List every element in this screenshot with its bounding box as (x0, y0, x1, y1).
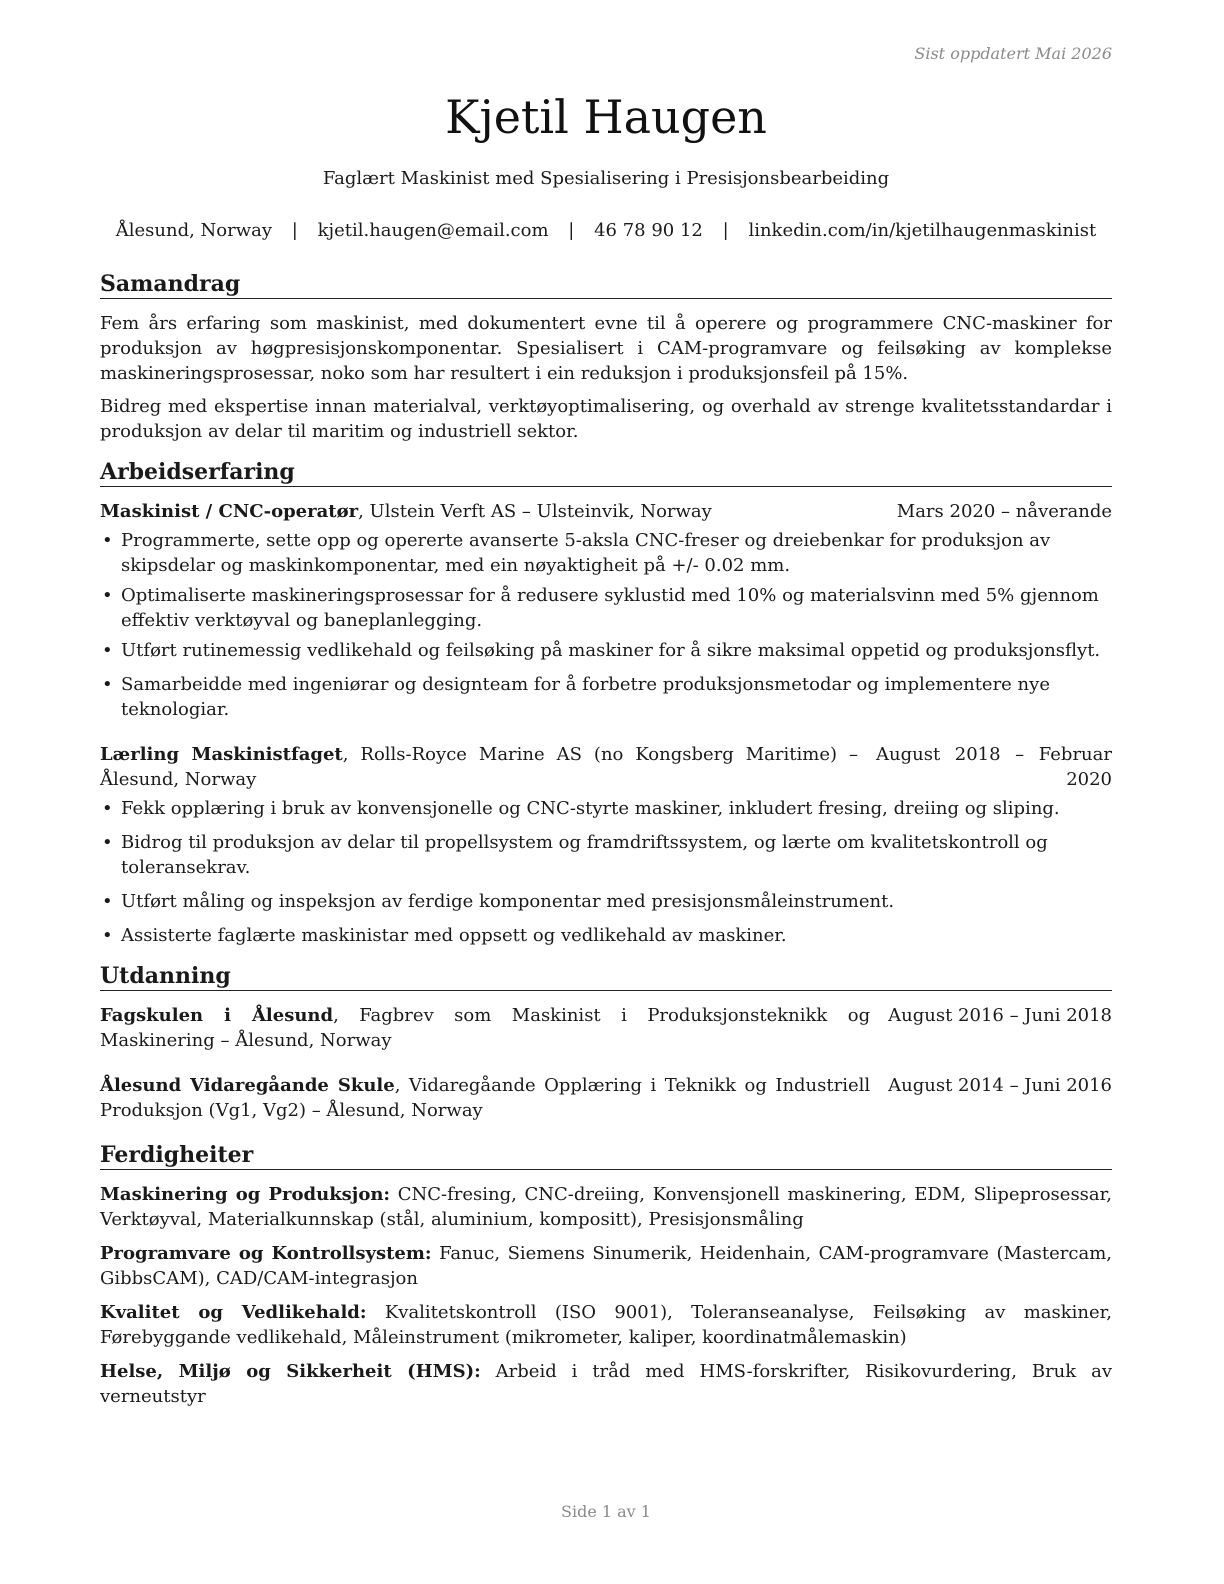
section-title-summary: Samandrag (100, 270, 1112, 299)
candidate-name: Kjetil Haugen (445, 90, 767, 144)
education-line (100, 1073, 888, 1123)
skill-line (100, 1182, 1112, 1232)
list-item: • Utført rutinemessig vedlikehald og feilsøking på maskiner for å sikre maksimal oppetid og produksjonsflyt. (100, 638, 1112, 663)
skill-label: Helse, Miljø og Sikkerheit (HMS): (100, 1361, 481, 1382)
job-bullets (100, 528, 1112, 722)
education-dates: August 2014 – Juni 2016 (888, 1075, 1112, 1096)
school-name: Ålesund Vidaregåande Skule (100, 1075, 395, 1096)
resume-page (100, 0, 1112, 1584)
contact-location: Ålesund, Norway (115, 220, 273, 241)
list-item: • Utført måling og inspeksjon av ferdige komponentar med presisjonsmåleinstrument. (100, 889, 1112, 914)
section-title-education: Utdanning (100, 962, 1112, 991)
candidate-headline: Faglært Maskinist med Spesialisering i Presisjonsbearbeiding (322, 168, 890, 189)
skill-label: Programvare og Kontrollsystem: (100, 1243, 432, 1264)
skill-line (100, 1300, 1112, 1350)
skill-value: CNC-fresing, CNC-dreiing, Konvensjonell maskinering, EDM, Slipeprosessar, Verktøyval, Materialkunnskap (stål, aluminium, kompositt), Presisjonsmåling (100, 1184, 1112, 1230)
list-item: • Programmerte, sette opp og opererte avanserte 5-aksla CNC-freser og dreiebenkar for produksjon av skipsdelar og maskinkomponentar, med ein nøyaktigheit på +/- 0.02 mm. (100, 528, 1112, 578)
education-dates: August 2016 – Juni 2018 (888, 1005, 1112, 1026)
skill-line (100, 1241, 1112, 1291)
contact-separator: | (568, 220, 575, 241)
contact-line (100, 220, 1112, 241)
list-item: • Assisterte faglærte maskinistar med oppsett og vedlikehald av maskiner. (100, 923, 1112, 948)
skill-line (100, 1359, 1112, 1409)
contact-separator: | (291, 220, 298, 241)
contact-email[interactable]: kjetil.haugen@email.com (317, 220, 549, 241)
section-title-experience: Arbeidserfaring (100, 458, 1112, 487)
job-dates: Mars 2020 – nåverande (896, 501, 1112, 522)
job-company: , Ulstein Verft AS – Ulsteinvik, Norway (358, 501, 712, 522)
summary-paragraph: Fem års erfaring som maskinist, med dokumentert evne til å operere og programmere CNC-maskiner for produksjon av høgpresisjonskomponentar. Spesialisert i CAM-programvare og feilsøking av komplekse maskineringsprosessar, noko som har resultert i ein reduksjon i produksjonsfeil på 15%. (100, 313, 1112, 384)
list-item: • Fekk opplæring i bruk av konvensjonelle og CNC-styrte maskiner, inkludert fresing, dreiing og sliping. (100, 796, 1112, 821)
list-item: • Bidrog til produksjon av delar til propellsystem og framdriftssystem, og lærte om kvalitetskontroll og toleransekrav. (100, 830, 1112, 880)
summary-paragraph: Bidreg med ekspertise innan materialval, verktøyoptimalisering, og overhald av strenge kvalitetsstandardar i produksjon av delar til maritim og industriell sektor. (100, 396, 1112, 442)
skill-value: Arbeid i tråd med HMS-forskrifter, Risikovurdering, Bruk av verneutstyr (100, 1361, 1112, 1407)
skill-value: Fanuc, Siemens Sinumerik, Heidenhain, CAM-programvare (Mastercam, GibbsCAM), CAD/CAM-integrasjon (100, 1243, 1112, 1289)
job-title-line (100, 742, 876, 792)
job-dates: August 2018 – Februar 2020 (876, 744, 1112, 790)
education-details: , Vidaregåande Opplæring i Teknikk og Industriell Produksjon (Vg1, Vg2) – Ålesund, Norway (100, 1075, 871, 1121)
last-updated: Sist oppdatert Mai 2026 (914, 44, 1112, 63)
job-header (100, 499, 1112, 524)
section-title-skills: Ferdigheiter (100, 1141, 1112, 1170)
job-role: Maskinist / CNC-operatør (100, 501, 359, 522)
contact-phone: 46 78 90 12 (594, 220, 703, 241)
contact-separator: | (722, 220, 729, 241)
contact-linkedin[interactable]: linkedin.com/in/kjetilhaugenmaskinist (748, 220, 1097, 241)
job-bullets (100, 796, 1112, 948)
job-company: , Rolls-Royce Marine AS (no Kongsberg Maritime) – Ålesund, Norway (100, 744, 858, 790)
skill-value: Kvalitetskontroll (ISO 9001), Toleranseanalyse, Feilsøking av maskiner, Førebyggande vedlikehald, Måleinstrument (mikrometer, kaliper, koordinatmålemaskin) (100, 1302, 1113, 1348)
skill-label: Maskinering og Produksjon: (100, 1184, 391, 1205)
school-name: Fagskulen i Ålesund (100, 1005, 334, 1026)
job-header (100, 742, 1112, 792)
list-item: • Optimaliserte maskineringsprosessar for å redusere syklustid med 10% og materialsvinn med 5% gjennom effektiv verktøyval og baneplanlegging. (100, 583, 1112, 633)
page-number: Side 1 av 1 (561, 1502, 651, 1521)
list-item: • Samarbeidde med ingeniørar og designteam for å forbetre produksjonsmetodar og implementere nye teknologiar. (100, 672, 1112, 722)
job-role: Lærling Maskinistfaget (100, 744, 343, 765)
education-entry (100, 1073, 1112, 1123)
job-title-line (100, 499, 897, 524)
education-entry (100, 1003, 1112, 1053)
resume-content (100, 270, 1112, 1418)
education-details: , Fagbrev som Maskinist i Produksjonsteknikk og Maskinering – Ålesund, Norway (100, 1005, 871, 1051)
skill-label: Kvalitet og Vedlikehald: (100, 1302, 367, 1323)
education-line (100, 1003, 888, 1053)
